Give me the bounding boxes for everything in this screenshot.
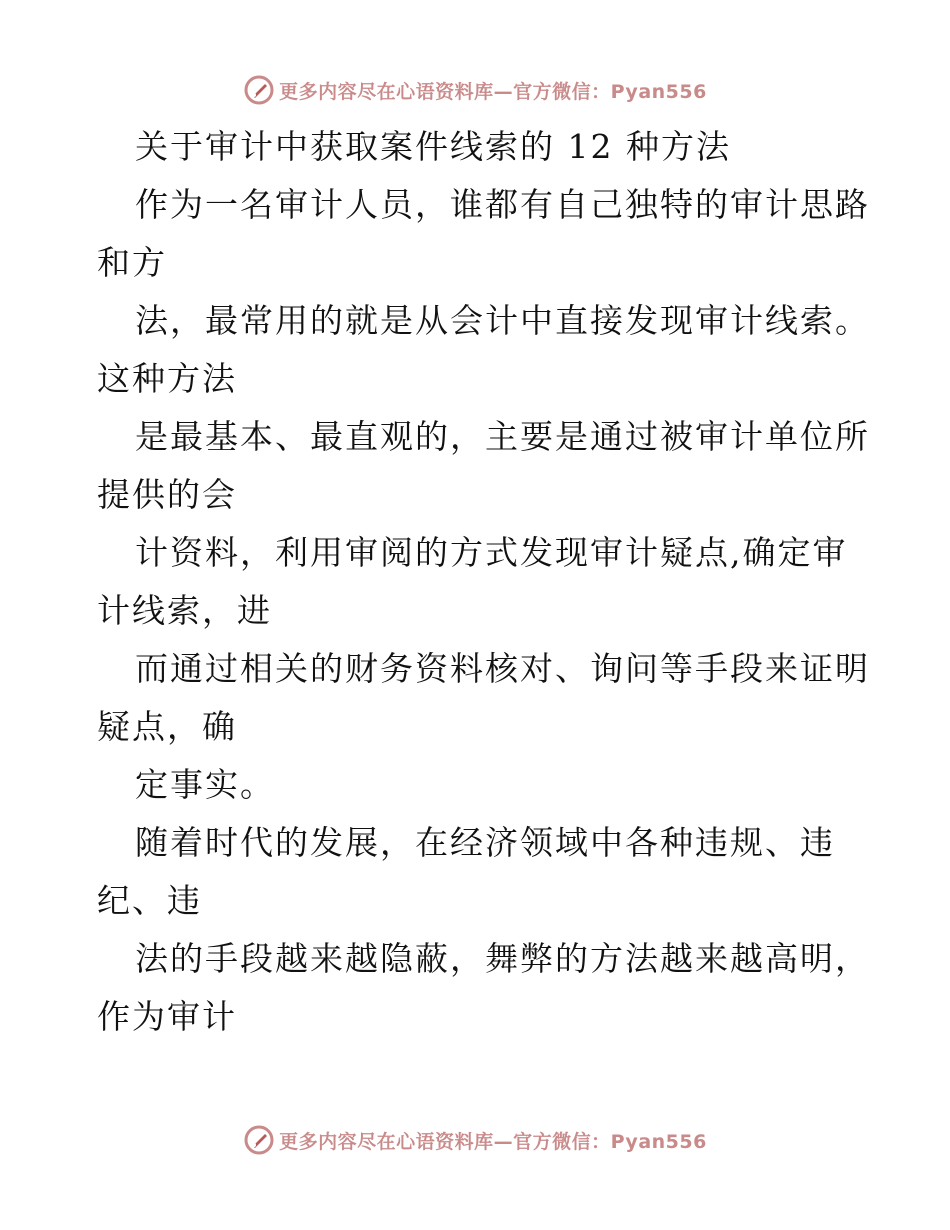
text-line: 而通过相关的财务资料核对、询问等手段来证明	[135, 649, 870, 688]
text-line: 提供的会	[97, 475, 237, 514]
text-line: 法的手段越来越隐蔽，舞弊的方法越来越高明，	[135, 939, 870, 978]
text-line: 随着时代的发展，在经济领域中各种违规、违	[135, 823, 835, 862]
text-line: 是最基本、最直观的，主要是通过被审计单位所	[135, 417, 870, 456]
text-line: 计线索，进	[97, 591, 272, 630]
text-line: 疑点，确	[97, 707, 237, 746]
text-line: 法，最常用的就是从会计中直接发现审计线索。	[135, 301, 870, 340]
footer-watermark	[0, 1120, 950, 1160]
text-line: 关于审计中获取案件线索的 12 种方法	[135, 127, 731, 166]
text-line: 作为审计	[97, 997, 237, 1036]
text-line: 纪、违	[97, 881, 202, 920]
text-line: 定事实。	[135, 765, 275, 804]
pen-logo-icon	[243, 1124, 275, 1156]
document-body	[97, 118, 870, 1046]
footer-watermark-text: 更多内容尽在心语资料库—官方微信：Pyan556	[279, 1130, 707, 1153]
header-watermark-text: 更多内容尽在心语资料库—官方微信：Pyan556	[279, 80, 707, 103]
text-line: 和方	[97, 243, 167, 282]
text-line: 作为一名审计人员，谁都有自己独特的审计思路	[135, 185, 870, 224]
text-line: 计资料，利用审阅的方式发现审计疑点,确定审	[135, 533, 848, 572]
text-line: 这种方法	[97, 359, 237, 398]
header-watermark	[0, 70, 950, 110]
pen-logo-icon	[243, 74, 275, 106]
